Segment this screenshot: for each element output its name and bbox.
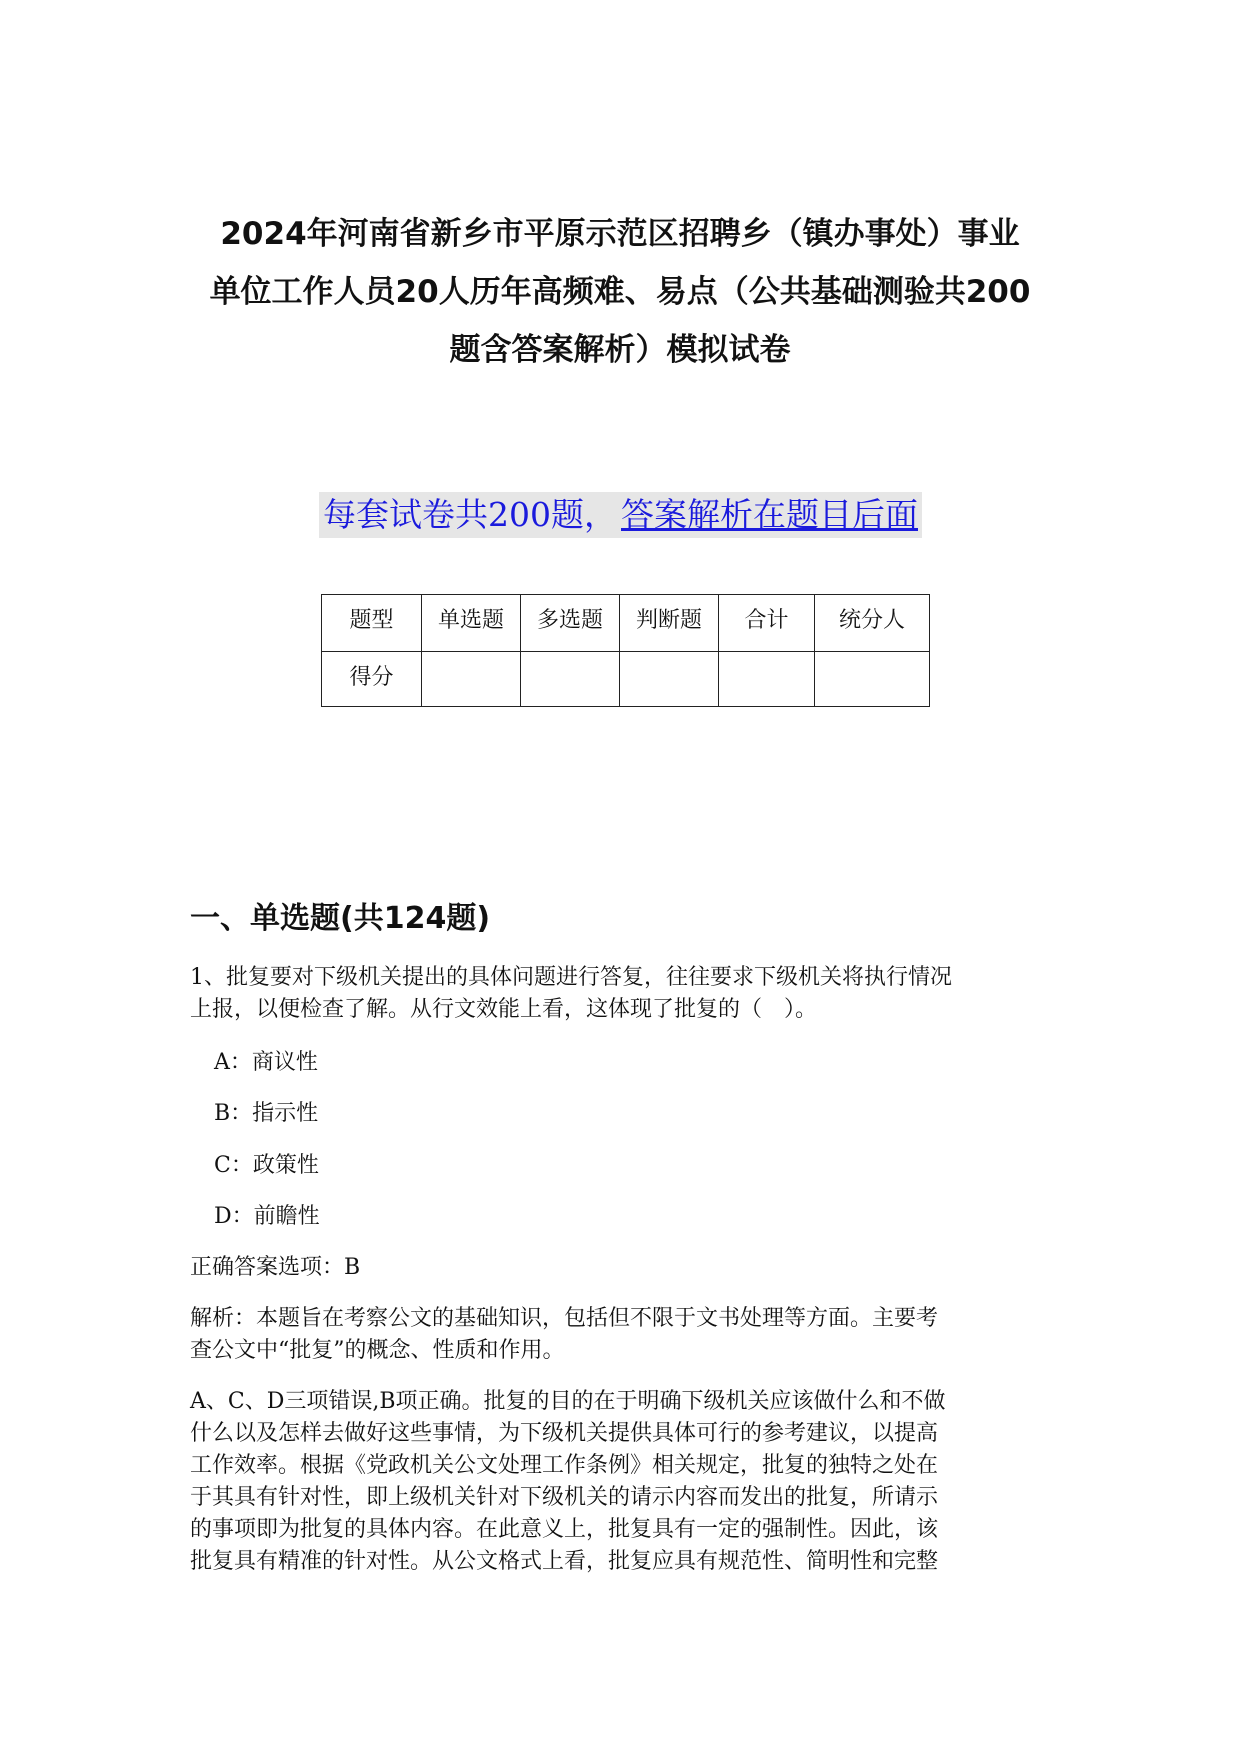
explanation <box>190 1386 1070 1578</box>
header-cell-multi: 多选题 <box>521 595 620 652</box>
title-line-3: 题含答案解析）模拟试卷 <box>449 332 791 368</box>
explanation-line: 工作效率。根据《党政机关公文处理工作条例》相关规定，批复的独特之处在 <box>190 1453 939 1478</box>
score-table <box>321 594 930 707</box>
explanation-line: A、C、D三项错误,B项正确。批复的目的在于明确下级机关应该做什么和不做 <box>190 1389 946 1414</box>
question-stem-line-1: 1、批复要对下级机关提出的具体问题进行答复，往往要求下级机关将执行情况 <box>190 965 952 990</box>
option-d[interactable]: D：前瞻性 <box>214 1204 320 1229</box>
header-cell-total: 合计 <box>719 595 815 652</box>
banner-text: 每套试卷共200题， <box>321 492 619 538</box>
score-cell-judge[interactable] <box>620 652 719 707</box>
question-stem <box>190 962 1070 1026</box>
title-line-1: 2024年河南省新乡市平原示范区招聘乡（镇办事处）事业 <box>220 216 1020 252</box>
score-cell-multi[interactable] <box>521 652 620 707</box>
option-b[interactable]: B：指示性 <box>214 1101 319 1126</box>
document-title <box>180 205 1060 379</box>
correct-answer: 正确答案选项：B <box>190 1255 361 1280</box>
section-heading: 一、单选题(共124题) <box>190 901 491 936</box>
header-cell-type: 题型 <box>322 595 422 652</box>
score-table-header-row <box>322 595 930 652</box>
score-cell-scorer[interactable] <box>815 652 930 707</box>
option-a[interactable]: A：商议性 <box>214 1050 318 1075</box>
option-c[interactable]: C：政策性 <box>214 1153 319 1178</box>
title-line-2: 单位工作人员20人历年高频难、易点（公共基础测验共200 <box>209 274 1031 310</box>
explanation-line: 的事项即为批复的具体内容。在此意义上，批复具有一定的强制性。因此，该 <box>190 1517 939 1542</box>
banner-box <box>319 492 922 538</box>
analysis <box>190 1303 1070 1367</box>
explanation-line: 批复具有精准的针对性。从公文格式上看，批复应具有规范性、简明性和完整 <box>190 1549 939 1574</box>
question-stem-line-2: 上报，以便检查了解。从行文效能上看，这体现了批复的（ ）。 <box>190 997 818 1022</box>
header-cell-scorer: 统分人 <box>815 595 930 652</box>
explanation-line: 于其具有针对性，即上级机关针对下级机关的请示内容而发出的批复，所请示 <box>190 1485 939 1510</box>
score-cell-total[interactable] <box>719 652 815 707</box>
notice-banner <box>0 492 1241 538</box>
score-table-score-row <box>322 652 930 707</box>
header-cell-judge: 判断题 <box>620 595 719 652</box>
analysis-line-1: 解析：本题旨在考察公文的基础知识，包括但不限于文书处理等方面。主要考 <box>190 1306 939 1331</box>
banner-link[interactable]: 答案解析在题目后面 <box>619 492 920 538</box>
header-cell-single: 单选题 <box>422 595 521 652</box>
explanation-line: 什么以及怎样去做好这些事情，为下级机关提供具体可行的参考建议，以提高 <box>190 1421 939 1446</box>
row-label-score: 得分 <box>322 652 422 707</box>
analysis-line-2: 查公文中“批复”的概念、性质和作用。 <box>190 1338 565 1363</box>
score-cell-single[interactable] <box>422 652 521 707</box>
